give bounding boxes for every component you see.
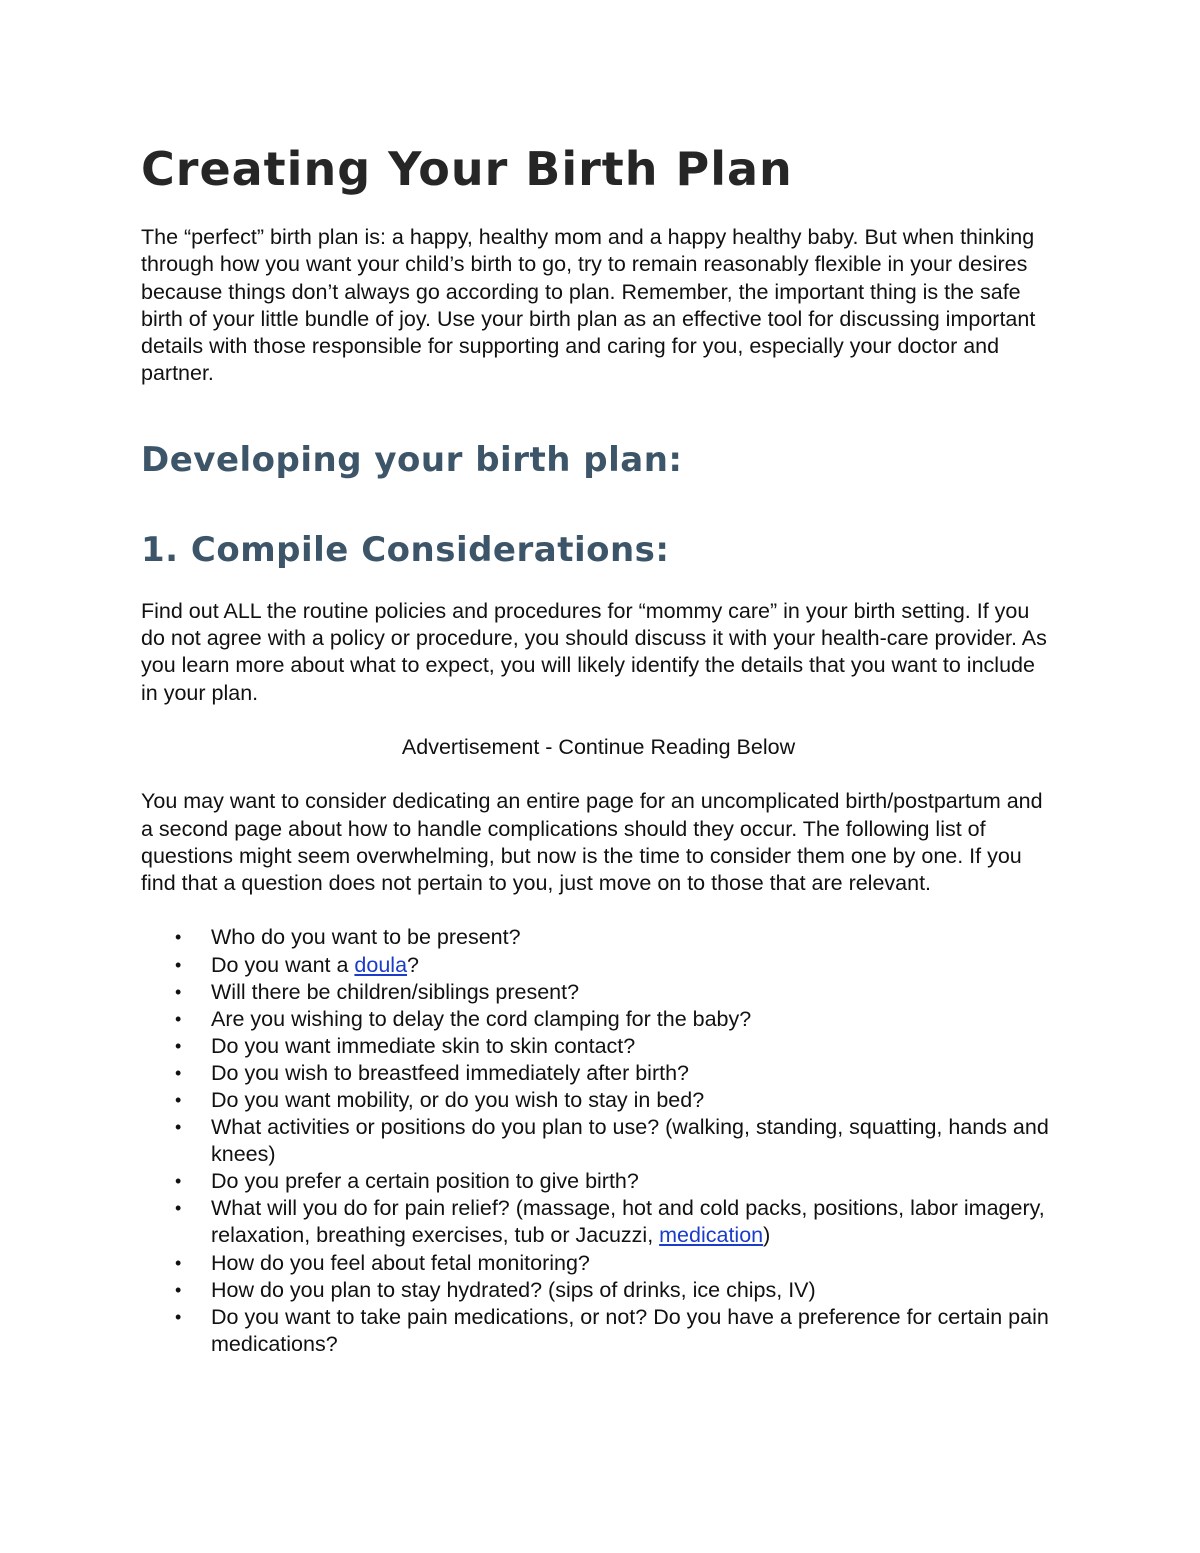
question-text: Are you wishing to delay the cord clamping for the baby? bbox=[211, 1006, 752, 1031]
bullet-icon: • bbox=[175, 1279, 182, 1300]
document-page bbox=[141, 142, 1056, 1358]
question-text: Do you wish to breastfeed immediately after birth? bbox=[211, 1060, 690, 1085]
bullet-icon: • bbox=[175, 1008, 182, 1029]
list-item bbox=[141, 924, 1056, 951]
question-text: Do you want immediate skin to skin contact? bbox=[211, 1033, 636, 1058]
list-item bbox=[141, 1006, 1056, 1033]
compile-paragraph: Find out ALL the routine policies and procedures for “mommy care” in your birth setting. If you do not agree with a policy or procedure, you should discuss it with your health-care provider. As you learn more about what to expect, you will likely identify the details that you want to include in your plan. bbox=[141, 598, 1047, 705]
question-text: What will you do for pain relief? (massage, hot and cold packs, positions, labor imagery, relaxation, breathing exercises, tub or Jacuzzi, bbox=[211, 1196, 1045, 1248]
bullet-icon: • bbox=[175, 1062, 182, 1083]
list-item bbox=[141, 1168, 1056, 1195]
heading-developing: Developing your birth plan: bbox=[141, 439, 683, 480]
doula-link[interactable]: doula bbox=[354, 952, 408, 977]
advertisement-label: Advertisement - Continue Reading Below bbox=[401, 734, 796, 759]
list-item bbox=[141, 1114, 1056, 1168]
list-item bbox=[141, 1250, 1056, 1277]
question-text: What activities or positions do you plan to use? (walking, standing, squatting, hands and knees) bbox=[211, 1115, 1049, 1167]
question-text: Do you want mobility, or do you wish to stay in bed? bbox=[211, 1088, 705, 1113]
bullet-icon: • bbox=[175, 1171, 182, 1192]
bullet-icon: • bbox=[175, 1117, 182, 1138]
list-item bbox=[141, 1304, 1056, 1358]
question-text-end: ? bbox=[407, 952, 419, 977]
bullet-icon: • bbox=[175, 1252, 182, 1273]
question-text: Do you want to take pain medications, or not? Do you have a preference for certain pain medications? bbox=[211, 1304, 1049, 1356]
bullet-icon: • bbox=[175, 954, 182, 975]
list-item bbox=[141, 1195, 1056, 1249]
question-text: How do you feel about fetal monitoring? bbox=[211, 1250, 590, 1275]
list-item bbox=[141, 1277, 1056, 1304]
heading-compile-considerations: 1. Compile Considerations: bbox=[141, 529, 670, 570]
question-text: Do you prefer a certain position to give birth? bbox=[211, 1169, 639, 1194]
intro-paragraph: The “perfect” birth plan is: a happy, healthy mom and a happy healthy baby. But when thinking through how you want your child’s birth to go, try to remain reasonably flexible in your desires because things don’t always go according to plan. Remember, the important thing is the safe birth of your little bundle of joy. Use your birth plan as an effective tool for discussing important details with those responsible for supporting and caring for you, especially your doctor and partner. bbox=[141, 225, 1036, 386]
bullet-icon: • bbox=[175, 1306, 182, 1327]
questions-list bbox=[141, 924, 1056, 1358]
question-text: Will there be children/siblings present? bbox=[211, 979, 580, 1004]
dedicate-paragraph: You may want to consider dedicating an entire page for an uncomplicated birth/postpartum and a second page about how to handle complications should they occur. The following list of questions might seem overwhelming, but now is the time to consider them one by one. If you find that a question does not pertain to you, just move on to those that are relevant. bbox=[141, 789, 1043, 896]
medication-link[interactable]: medication bbox=[659, 1223, 764, 1248]
question-text: How do you plan to stay hydrated? (sips of drinks, ice chips, IV) bbox=[211, 1277, 816, 1302]
question-text: Do you want a bbox=[211, 952, 355, 977]
list-item bbox=[141, 1087, 1056, 1114]
bullet-icon: • bbox=[175, 927, 182, 948]
bullet-icon: • bbox=[175, 1198, 182, 1219]
question-text-end: ) bbox=[763, 1223, 771, 1248]
list-item bbox=[141, 1033, 1056, 1060]
bullet-icon: • bbox=[175, 1090, 182, 1111]
list-item bbox=[141, 979, 1056, 1006]
bullet-icon: • bbox=[175, 1035, 182, 1056]
list-item bbox=[141, 952, 1056, 979]
list-item bbox=[141, 1060, 1056, 1087]
page-title: Creating Your Birth Plan bbox=[141, 142, 793, 196]
bullet-icon: • bbox=[175, 981, 182, 1002]
question-text: Who do you want to be present? bbox=[211, 925, 521, 950]
